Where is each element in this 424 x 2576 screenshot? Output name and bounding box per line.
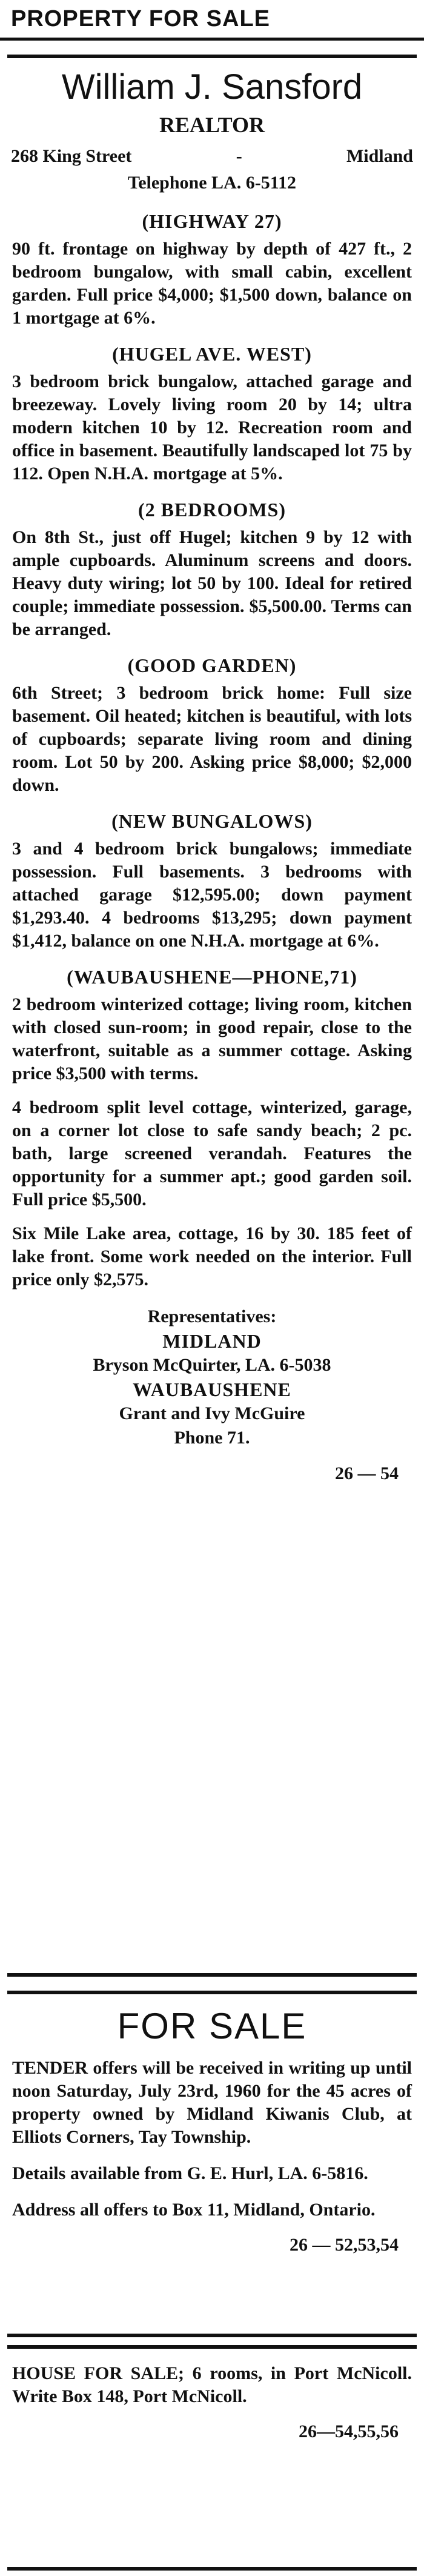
listing-new-bungalows [12,810,412,953]
listing-heading: (GOOD GARDEN) [127,654,297,676]
tender-address: Address all offers to Box 11, Midland, Ontario. [12,2200,376,2220]
listing-highway-27 [12,210,412,330]
listing-good-garden [12,654,412,797]
realtor-address [7,146,417,167]
listing-text: 6th Street; 3 bedroom brick home: Full size basement. Oil heated; kitchen is beautiful, with lots of cupboards; separate living room and dining room. Lot 50 by 200. Asking price $8,000; $2,000 down. [12,683,412,795]
rep-city-waubaushene: WAUBAUSHENE [133,1379,291,1400]
listing-text: 3 and 4 bedroom brick bungalows; immediate possession. Full basements. 3 bedrooms with attached garage $12,595.00; down payment $1,293.40. 4 bedrooms $13,295; down payment $1,412, balance on one N.H.A. mortgage at 6%. [12,839,412,951]
address-separator: - [236,146,242,166]
realtor-name: William J. Sansford [61,67,363,107]
realtor-ad [7,55,417,1977]
house-ad-text: HOUSE FOR SALE; 6 rooms, in Port McNicoll. Write Box 148, Port McNicoll. [12,2363,412,2406]
listing-text: Six Mile Lake area, cottage, 16 by 30. 185 feet of lake front. Some work needed on the interior. Full price only $2,575. [12,1223,412,1290]
page-title: PROPERTY FOR SALE [11,5,271,32]
rep-waubaushene-phone: Phone 71. [174,1428,250,1448]
page-header [0,0,424,41]
tender-details: Details available from G. E. Hurl, LA. 6-5816. [12,2163,368,2183]
address-street: 268 King Street [11,146,132,166]
house-for-sale-ad [7,2345,417,2571]
listing-text: 90 ft. frontage on highway by depth of 427 ft., 2 bedroom bungalow, with small cabin, excellent garden. Full price $4,000; $1,500 down, balance on 1 mortgage at 6%. [12,239,412,328]
rep-midland-contact: Bryson McQuirter, LA. 6-5038 [93,1355,331,1375]
for-sale-heading: FOR SALE [117,2006,307,2046]
ad-code: 26 — 54 [335,1463,399,1483]
tender-ad [7,1991,417,2337]
representatives [7,1305,417,1450]
listing-heading: (HUGEL AVE. WEST) [112,343,312,365]
listing-text: 2 bedroom winterized cottage; living room, kitchen with closed sun-room; in good repair, close to the waterfront, suitable as a summer cottage. Asking price $3,500 with terms. [12,994,412,1083]
rep-waubaushene-contact: Grant and Ivy McGuire [119,1403,305,1423]
tender-text: TENDER offers will be received in writing up until noon Saturday, July 23rd, 1960 for the 45 acres of property owned by Midland Kiwanis Club, at Elliots Corners, Tay Township. [12,2058,412,2147]
ad-code: 26 — 52,53,54 [290,2235,399,2255]
ad-code: 26—54,55,56 [299,2421,399,2441]
rep-city-midland: MIDLAND [162,1330,262,1352]
listing-hugel-ave-west [12,343,412,485]
address-city: Midland [346,146,413,166]
listing-2-bedrooms [12,499,412,641]
listing-waubaushene [12,966,412,1291]
listing-text: 4 bedroom split level cottage, winterized, garage, on a corner lot close to safe sandy beach; 2 pc. bath, large screened verandah. Features the opportunity for a summer apt.; good garden soil. Full price $5,500. [12,1097,412,1210]
listing-heading: (NEW BUNGALOWS) [111,810,313,832]
realtor-telephone: Telephone LA. 6-5112 [127,173,297,193]
realtor-title: REALTOR [159,113,265,137]
listing-heading: (WAUBAUSHENE—PHONE,71) [67,966,357,988]
listing-text: 3 bedroom brick bungalow, attached garage and breezeway. Lovely living room 20 by 14; ultra modern kitchen 10 by 12. Recreation room and office in basement. Beautifully landscaped lot 75 by 112. Open N.H.A. mortgage at 5%. [12,371,412,484]
listing-text: On 8th St., just off Hugel; kitchen 9 by 12 with ample cupboards. Aluminum screens and doors. Heavy duty wiring; lot 50 by 100. Ideal for retired couple; immediate possession. $5,500.00. Terms can be arranged. [12,527,412,639]
listing-heading: (HIGHWAY 27) [142,210,282,232]
representatives-label: Representatives: [147,1306,277,1326]
listing-heading: (2 BEDROOMS) [138,499,286,521]
